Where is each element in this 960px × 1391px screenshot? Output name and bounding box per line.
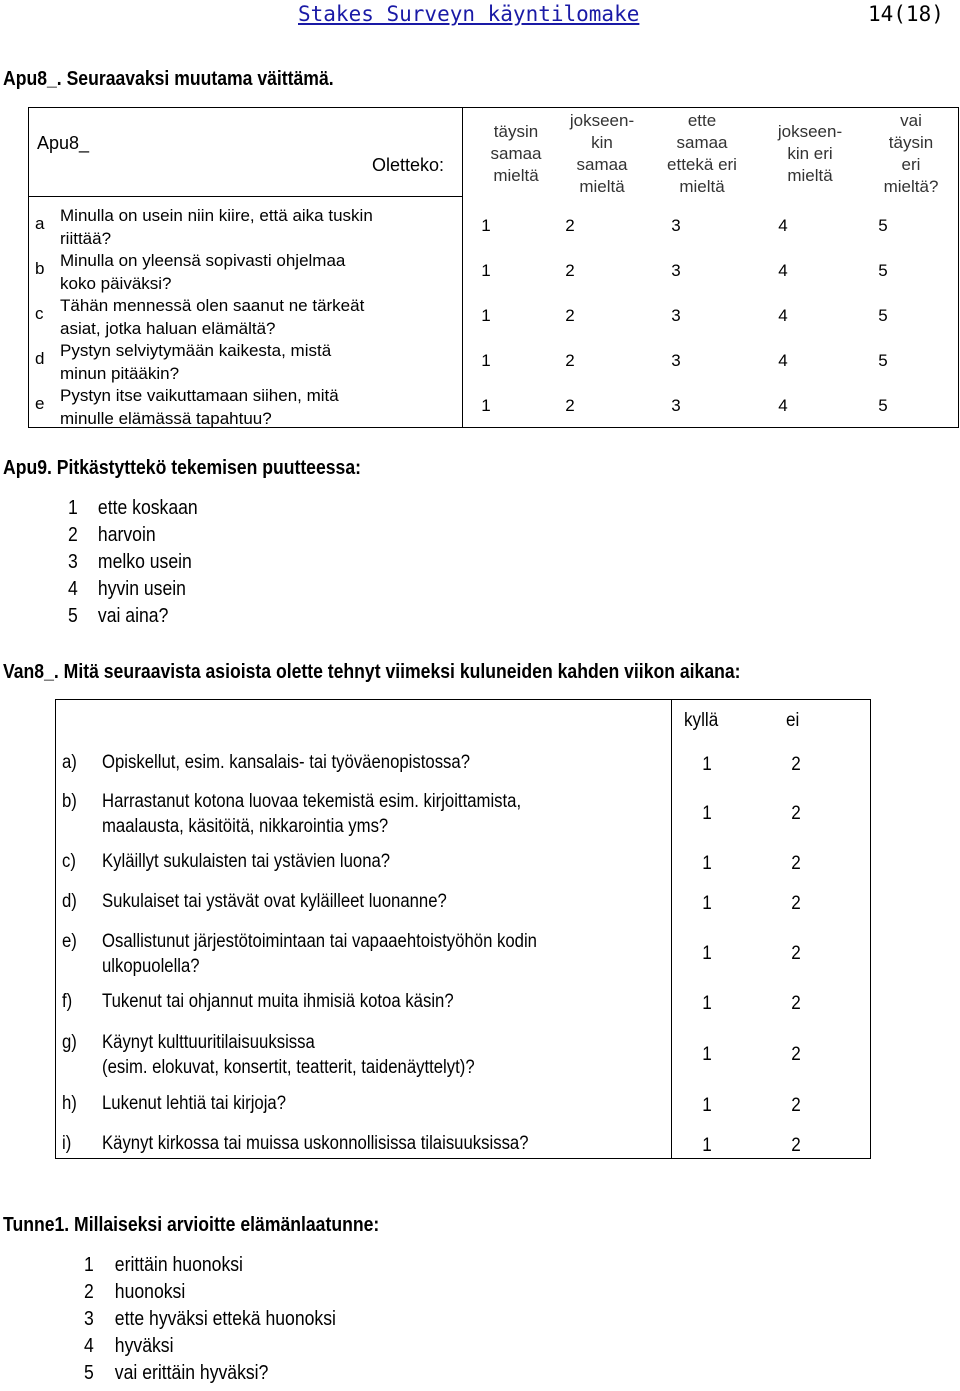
activity-letter: e)	[62, 931, 77, 952]
activity-text	[102, 849, 390, 874]
statement-line: minulle elämässä tapahtuu?	[60, 409, 272, 428]
option-label: ette koskaan	[97, 497, 198, 519]
option-label: hyväksi	[114, 1335, 174, 1357]
scale-option-5[interactable]: 5	[878, 351, 888, 370]
statement-line: Pystyn itse vaikuttamaan siihen, mitä	[60, 386, 339, 405]
statement-text	[60, 384, 339, 430]
activity-line: ulkopuolella?	[102, 956, 200, 977]
survey-title-link[interactable]: Stakes Surveyn käyntilomake	[298, 2, 640, 26]
tunne1-question: Tunne1. Millaiseksi arvioitte elämänlaatunne:	[3, 1214, 380, 1236]
tunne1-option[interactable]	[84, 1335, 173, 1358]
activity-line: Käynyt kulttuuritilaisuuksissa	[102, 1032, 315, 1053]
scale-option-3[interactable]: 3	[671, 351, 681, 370]
option-label: vai aina?	[97, 605, 169, 627]
scale-option-2[interactable]: 2	[565, 396, 575, 415]
apu9-option[interactable]	[68, 551, 192, 574]
activity-letter: i)	[62, 1133, 72, 1154]
activity-text	[102, 750, 470, 775]
apu9-question: Apu9. Pitkästyttekö tekemisen puutteessa:	[3, 457, 361, 479]
scale-option-3[interactable]: 3	[671, 261, 681, 280]
activity-text	[102, 1091, 286, 1116]
statement-text	[60, 204, 373, 250]
scale-option-2[interactable]: 2	[565, 351, 575, 370]
activity-letter: c)	[62, 851, 76, 872]
scale-option-3[interactable]: 3	[671, 396, 681, 415]
answer-yes[interactable]: 1	[702, 943, 712, 964]
row-letter: a	[35, 214, 45, 233]
activity-letter: d)	[62, 891, 77, 912]
apu9-option[interactable]	[68, 524, 156, 547]
column-header-line: vai	[900, 111, 922, 130]
apu8-table	[28, 107, 959, 428]
answer-no[interactable]: 2	[791, 853, 801, 874]
answer-no[interactable]: 2	[791, 1095, 801, 1116]
scale-option-4[interactable]: 4	[778, 216, 788, 235]
activity-text	[102, 789, 521, 839]
answer-no[interactable]: 2	[791, 754, 801, 775]
scale-option-1[interactable]: 1	[481, 306, 491, 325]
column-header-line: mieltä	[679, 177, 725, 196]
apu9-option[interactable]	[68, 605, 168, 628]
option-number: 4	[84, 1335, 94, 1357]
activity-text	[102, 1131, 529, 1156]
statement-line: Pystyn selviytymään kaikesta, mistä	[60, 341, 332, 360]
answer-no[interactable]: 2	[791, 893, 801, 914]
activity-text	[102, 989, 454, 1014]
option-label: huonoksi	[114, 1281, 186, 1303]
tunne1-option[interactable]	[84, 1362, 268, 1385]
answer-no[interactable]: 2	[791, 943, 801, 964]
apu8-col-header-3	[657, 110, 747, 198]
statement-line: riittää?	[60, 229, 112, 248]
scale-option-5[interactable]: 5	[878, 306, 888, 325]
statement-line: Tähän mennessä olen saanut ne tärkeät	[60, 296, 365, 315]
apu9-option[interactable]	[68, 578, 186, 601]
column-header-line: täysin	[493, 122, 539, 141]
scale-option-5[interactable]: 5	[878, 396, 888, 415]
activity-letter: b)	[62, 791, 77, 812]
option-number: 2	[68, 524, 78, 546]
statement-line: asiat, jotka haluan elämältä?	[60, 319, 276, 338]
scale-option-4[interactable]: 4	[778, 396, 788, 415]
answer-no[interactable]: 2	[791, 1135, 801, 1156]
activity-line: Lukenut lehtiä tai kirjoja?	[102, 1093, 287, 1114]
scale-option-3[interactable]: 3	[671, 306, 681, 325]
tunne1-option[interactable]	[84, 1308, 336, 1331]
column-header-line: mieltä	[579, 177, 625, 196]
activity-letter: h)	[62, 1093, 77, 1114]
scale-option-4[interactable]: 4	[778, 306, 788, 325]
activity-line: Käynyt kirkossa tai muissa uskonnollisissa tilaisuuksissa?	[102, 1133, 529, 1154]
page-number: 14(18)	[868, 2, 944, 26]
scale-option-1[interactable]: 1	[481, 261, 491, 280]
activity-letter: f)	[62, 991, 73, 1012]
column-header-line: eri	[901, 155, 921, 174]
apu8-prompt: Oletteko:	[372, 155, 445, 175]
column-header-line: samaa	[490, 144, 542, 163]
row-letter: b	[35, 259, 45, 278]
option-number: 2	[84, 1281, 94, 1303]
activity-line: Osallistunut järjestötoimintaan tai vapaaehtoistyöhön kodin	[102, 931, 537, 952]
column-header-line: kin eri	[787, 144, 833, 163]
apu8-col-header-4	[765, 121, 855, 187]
answer-yes[interactable]: 1	[702, 1044, 712, 1065]
apu8-col-header-2	[557, 110, 647, 198]
van8-col-no: ei	[786, 710, 800, 731]
answer-yes[interactable]: 1	[702, 993, 712, 1014]
statement-line: koko päiväksi?	[60, 274, 172, 293]
scale-option-1[interactable]: 1	[481, 216, 491, 235]
column-header-line: mieltä	[787, 166, 833, 185]
row-letter: c	[35, 304, 44, 323]
answer-yes[interactable]: 1	[702, 853, 712, 874]
activity-line: (esim. elokuvat, konsertit, teatterit, taidenäyttelyt)?	[102, 1057, 475, 1078]
option-number: 1	[84, 1254, 94, 1276]
answer-no[interactable]: 2	[791, 803, 801, 824]
answer-yes[interactable]: 1	[702, 893, 712, 914]
answer-yes[interactable]: 1	[702, 1135, 712, 1156]
statement-text	[60, 339, 331, 385]
column-header-line: kin	[591, 133, 613, 152]
statement-line: minun pitääkin?	[60, 364, 180, 383]
option-label: erittäin huonoksi	[114, 1254, 243, 1276]
apu8-col-header-5	[866, 110, 956, 198]
column-header-line: jokseen-	[569, 111, 635, 130]
tunne1-option[interactable]	[84, 1281, 185, 1304]
scale-option-3[interactable]: 3	[671, 216, 681, 235]
column-header-line: mieltä	[493, 166, 539, 185]
apu8-table-title: Apu8_	[37, 133, 90, 153]
scale-option-1[interactable]: 1	[481, 396, 491, 415]
activity-line: maalausta, käsitöitä, nikkarointia yms?	[102, 816, 389, 837]
apu9-option[interactable]	[68, 497, 198, 520]
van8-col-yes: kyllä	[684, 710, 719, 731]
column-header-line: jokseen-	[777, 122, 843, 141]
column-header-line: ettekä eri	[667, 155, 737, 174]
apu8-col-header-1	[471, 121, 561, 187]
activity-letter: a)	[62, 752, 77, 773]
answer-no[interactable]: 2	[791, 1044, 801, 1065]
scale-option-2[interactable]: 2	[565, 216, 575, 235]
option-label: ette hyväksi ettekä huonoksi	[114, 1308, 336, 1330]
activity-text	[102, 929, 537, 979]
option-number: 5	[68, 605, 78, 627]
van8-table	[55, 699, 871, 1159]
apu8-question: Apu8_. Seuraavaksi muutama väittämä.	[3, 68, 334, 90]
scale-option-5[interactable]: 5	[878, 261, 888, 280]
activity-line: Opiskellut, esim. kansalais- tai työväenopistossa?	[102, 752, 471, 773]
column-header-line: samaa	[576, 155, 628, 174]
scale-option-4[interactable]: 4	[778, 351, 788, 370]
answer-no[interactable]: 2	[791, 993, 801, 1014]
option-number: 5	[84, 1362, 94, 1384]
option-number: 3	[68, 551, 78, 573]
option-label: hyvin usein	[97, 578, 186, 600]
row-letter: e	[35, 394, 45, 413]
statement-text	[60, 249, 345, 295]
option-number: 1	[68, 497, 78, 519]
activity-line: Kyläillyt sukulaisten tai ystävien luona?	[102, 851, 391, 872]
row-letter: d	[35, 349, 45, 368]
option-number: 3	[84, 1308, 94, 1330]
column-header-line: samaa	[676, 133, 728, 152]
option-number: 4	[68, 578, 78, 600]
apu8-header-divider	[29, 196, 462, 197]
scale-option-2[interactable]: 2	[565, 261, 575, 280]
activity-line: Harrastanut kotona luovaa tekemistä esim. kirjoittamista,	[102, 791, 522, 812]
answer-yes[interactable]: 1	[702, 1095, 712, 1116]
scale-option-4[interactable]: 4	[778, 261, 788, 280]
option-label: vai erittäin hyväksi?	[114, 1362, 269, 1384]
column-header-line: mieltä?	[883, 177, 939, 196]
answer-yes[interactable]: 1	[702, 803, 712, 824]
option-label: harvoin	[97, 524, 156, 546]
van8-question: Van8_. Mitä seuraavista asioista olette tehnyt viimeksi kuluneiden kahden viikon aikana:	[3, 661, 741, 683]
scale-option-1[interactable]: 1	[481, 351, 491, 370]
column-header-line: täysin	[888, 133, 934, 152]
statement-line: Minulla on yleensä sopivasti ohjelmaa	[60, 251, 346, 270]
activity-letter: g)	[62, 1032, 77, 1053]
column-header-line: ette	[687, 111, 717, 130]
scale-option-5[interactable]: 5	[878, 216, 888, 235]
answer-yes[interactable]: 1	[702, 754, 712, 775]
statement-text	[60, 294, 364, 340]
statement-line: Minulla on usein niin kiire, että aika tuskin	[60, 206, 373, 225]
activity-line: Tukenut tai ohjannut muita ihmisiä kotoa käsin?	[102, 991, 454, 1012]
tunne1-option[interactable]	[84, 1254, 243, 1277]
activity-line: Sukulaiset tai ystävät ovat kyläilleet luonanne?	[102, 891, 447, 912]
activity-text	[102, 889, 447, 914]
activity-text	[102, 1030, 475, 1080]
option-label: melko usein	[97, 551, 192, 573]
scale-option-2[interactable]: 2	[565, 306, 575, 325]
